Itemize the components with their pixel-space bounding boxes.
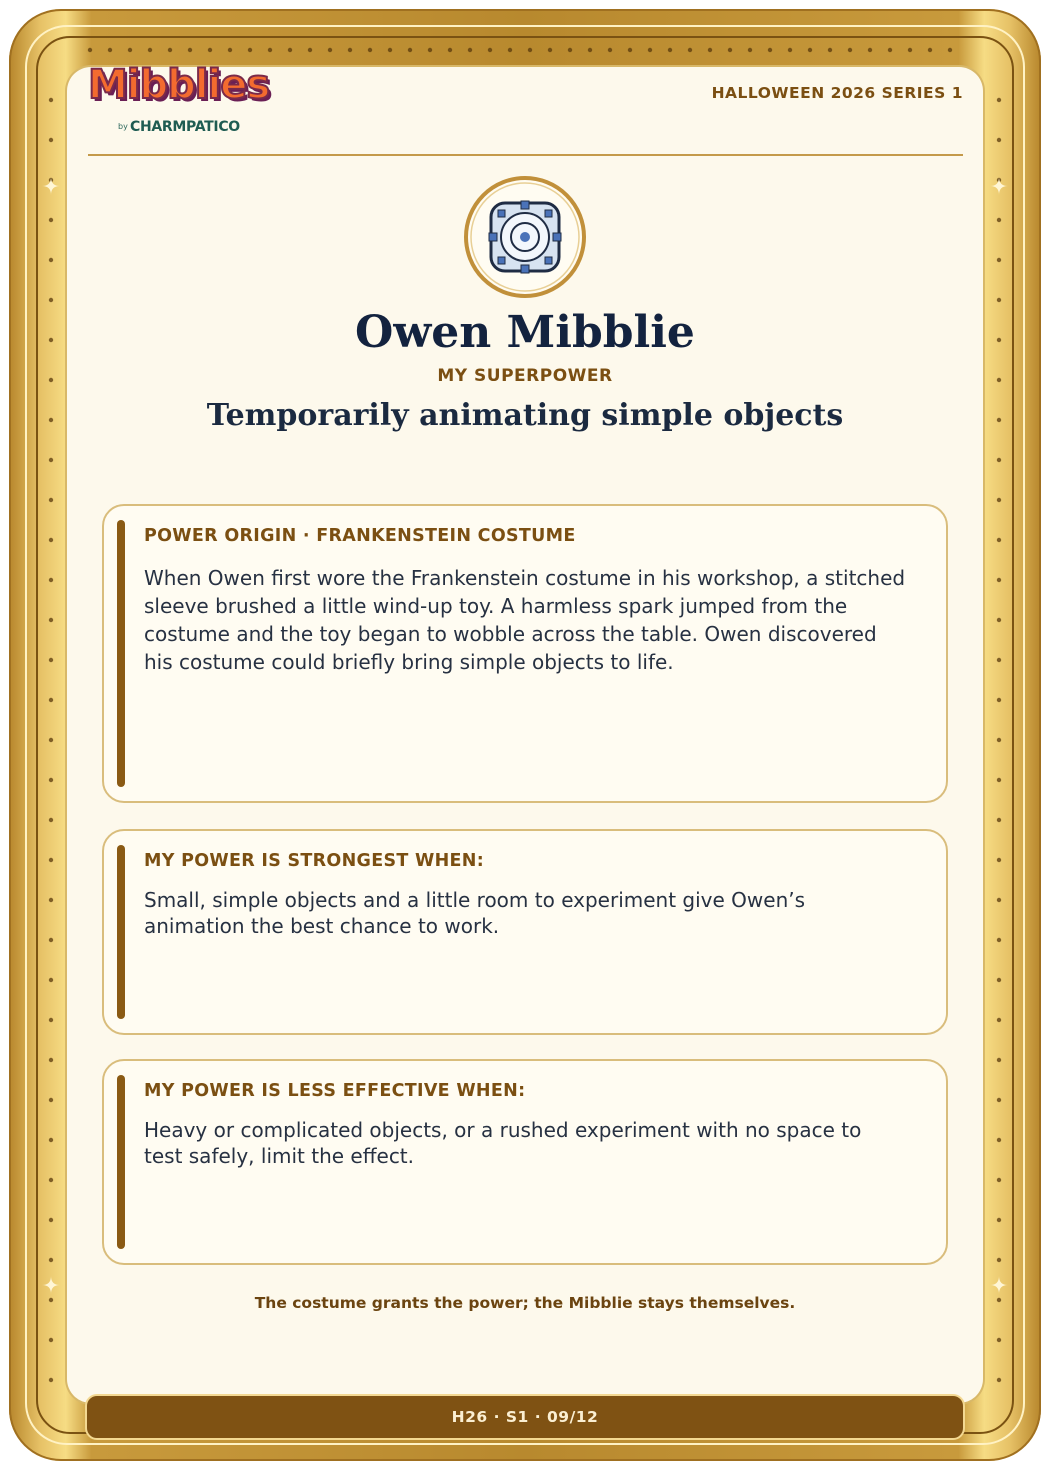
frame-dot — [528, 48, 532, 52]
logo-wordmark: Mibblies — [88, 62, 270, 108]
frame-dot — [408, 48, 412, 52]
frame-dot — [628, 48, 632, 52]
less-effective-body: Heavy or complicated objects, or a rushed experiment with no space to test safely, limit the effect. — [144, 1118, 862, 1168]
frame-dot — [208, 48, 212, 52]
frame-dot — [997, 658, 1001, 662]
frame-dot — [508, 48, 512, 52]
target-gear-icon — [463, 175, 587, 299]
frame-dot — [49, 898, 53, 902]
frame-dot — [828, 48, 832, 52]
card-accent-bar — [117, 845, 125, 1019]
frame-dot — [49, 1138, 53, 1142]
frame-dot — [997, 1178, 1001, 1182]
sparkle-icon — [990, 1276, 1008, 1294]
frame-dot — [328, 48, 332, 52]
frame-dot — [49, 578, 53, 582]
frame-dot — [997, 578, 1001, 582]
frame-dot — [997, 618, 1001, 622]
frame-dot — [49, 1058, 53, 1062]
frame-dot — [49, 458, 53, 462]
tagline: The costume grants the power; the Mibblie stays themselves. — [254, 1294, 796, 1312]
frame-dot — [88, 48, 92, 52]
frame-dot — [49, 298, 53, 302]
strongest-card — [102, 829, 948, 1035]
frame-dot — [997, 938, 1001, 942]
frame-dot — [997, 1258, 1001, 1262]
superpower-value: Temporarily animating simple objects — [206, 398, 844, 433]
frame-dot — [997, 818, 1001, 822]
frame-dot — [49, 698, 53, 702]
frame-dot — [997, 898, 1001, 902]
card-code: H26 · S1 · 09/12 — [451, 1408, 599, 1426]
frame-dot — [997, 778, 1001, 782]
frame-dot — [49, 1218, 53, 1222]
sparkle-icon — [42, 177, 60, 195]
frame-dot — [997, 498, 1001, 502]
frame-dot — [49, 658, 53, 662]
frame-dot — [188, 48, 192, 52]
frame-dot — [648, 48, 652, 52]
frame-dot — [49, 938, 53, 942]
frame-dot — [997, 458, 1001, 462]
frame-dot — [49, 1018, 53, 1022]
frame-dot — [308, 48, 312, 52]
power-origin-body: When Owen first wore the Frankenstein costume in his workshop, a stitched sleeve brushed a little wind-up toy. A harmless spark jumped from the costume and the toy began to wobble across the table. Owen discovered his costume could briefly bring simple objects to life. — [144, 566, 906, 674]
frame-dot — [708, 48, 712, 52]
frame-dot — [997, 218, 1001, 222]
frame-dot — [168, 48, 172, 52]
frame-dot — [997, 1338, 1001, 1342]
frame-dot — [49, 1178, 53, 1182]
frame-dot — [108, 48, 112, 52]
frame-dot — [997, 138, 1001, 142]
frame-dot — [49, 138, 53, 142]
strongest-body: Small, simple objects and a little room to experiment give Owen’s animation the best chance to work. — [144, 888, 806, 938]
frame-dot — [49, 1338, 53, 1342]
frame-dot — [49, 1258, 53, 1262]
header-divider — [88, 154, 963, 156]
frame-dot — [997, 1138, 1001, 1142]
frame-dot — [228, 48, 232, 52]
frame-dot — [808, 48, 812, 52]
frame-dot — [49, 218, 53, 222]
logo-company: CHARMPATICO — [130, 119, 240, 135]
frame-dot — [868, 48, 872, 52]
frame-dot — [788, 48, 792, 52]
frame-dot — [448, 48, 452, 52]
frame-dot — [348, 48, 352, 52]
card-accent-bar — [117, 520, 125, 787]
frame-dot — [688, 48, 692, 52]
frame-dot — [49, 1378, 53, 1382]
power-origin-card — [102, 504, 948, 803]
frame-dot — [428, 48, 432, 52]
less-effective-card — [102, 1059, 948, 1265]
character-name: Owen Mibblie — [355, 307, 695, 358]
frame-dot — [49, 1098, 53, 1102]
frame-dot — [49, 498, 53, 502]
frame-dot — [49, 978, 53, 982]
mibblies-logo — [88, 62, 288, 142]
frame-dot — [368, 48, 372, 52]
frame-dot — [928, 48, 932, 52]
sparkle-icon — [990, 177, 1008, 195]
frame-dot — [997, 978, 1001, 982]
frame-dot — [148, 48, 152, 52]
frame-dot — [49, 258, 53, 262]
frame-dot — [588, 48, 592, 52]
strongest-title: MY POWER IS STRONGEST WHEN: — [144, 851, 485, 871]
frame-dot — [948, 48, 952, 52]
card-accent-bar — [117, 1075, 125, 1249]
frame-dot — [388, 48, 392, 52]
frame-dot — [49, 98, 53, 102]
frame-dot — [997, 1098, 1001, 1102]
frame-dot — [548, 48, 552, 52]
power-origin-title: POWER ORIGIN · FRANKENSTEIN COSTUME — [144, 526, 576, 546]
frame-dot — [128, 48, 132, 52]
frame-dot — [668, 48, 672, 52]
frame-dot — [49, 538, 53, 542]
frame-dot — [748, 48, 752, 52]
frame-dot — [49, 738, 53, 742]
frame-dot — [997, 1058, 1001, 1062]
frame-dot — [488, 48, 492, 52]
frame-dot — [49, 618, 53, 622]
frame-dot — [997, 858, 1001, 862]
frame-dot — [49, 818, 53, 822]
frame-dot — [728, 48, 732, 52]
logo-by-text: by — [118, 122, 128, 131]
frame-dot — [49, 858, 53, 862]
frame-dot — [997, 698, 1001, 702]
frame-dot — [997, 1218, 1001, 1222]
frame-dot — [268, 48, 272, 52]
frame-dot — [468, 48, 472, 52]
frame-dot — [248, 48, 252, 52]
frame-dot — [997, 258, 1001, 262]
frame-dot — [568, 48, 572, 52]
frame-dot — [997, 298, 1001, 302]
sparkle-icon — [42, 1276, 60, 1294]
footer-bar — [85, 1394, 965, 1440]
superpower-label: MY SUPERPOWER — [437, 366, 613, 386]
frame-dot — [49, 778, 53, 782]
frame-dot — [768, 48, 772, 52]
frame-dot — [848, 48, 852, 52]
frame-dot — [997, 1018, 1001, 1022]
less-effective-title: MY POWER IS LESS EFFECTIVE WHEN: — [144, 1081, 526, 1101]
frame-dot — [608, 48, 612, 52]
frame-dot — [997, 738, 1001, 742]
frame-dot — [997, 1378, 1001, 1382]
series-label: HALLOWEEN 2026 SERIES 1 — [711, 84, 963, 102]
frame-dot — [997, 538, 1001, 542]
frame-dot — [288, 48, 292, 52]
frame-dot — [888, 48, 892, 52]
frame-dot — [997, 98, 1001, 102]
frame-dot — [908, 48, 912, 52]
